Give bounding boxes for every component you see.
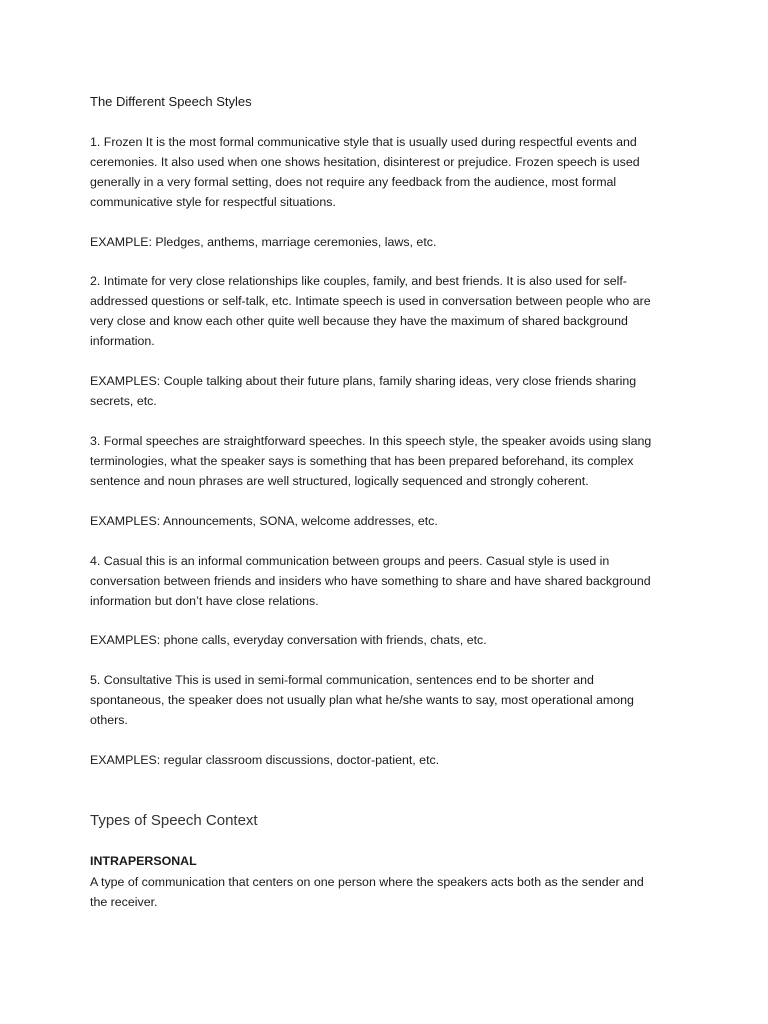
text-line: information but don’t have close relations. xyxy=(90,594,319,608)
text-line: very close and know each other quite well because they have the maximum of shared background xyxy=(90,314,628,328)
text-line: EXAMPLE: Pledges, anthems, marriage ceremonies, laws, etc. xyxy=(90,235,437,249)
text-line: EXAMPLES: Announcements, SONA, welcome addresses, etc. xyxy=(90,514,438,528)
text-line: 3. Formal speeches are straightforward speeches. In this speech style, the speaker avoids using slang xyxy=(90,434,652,448)
text-line: conversation between friends and insiders who have something to share and have shared background xyxy=(90,574,651,588)
text-line: 1. Frozen It is the most formal communicative style that is usually used during respectful events and xyxy=(90,135,637,149)
paragraph-frozen-example xyxy=(90,232,690,252)
text-line: EXAMPLES: regular classroom discussions, doctor-patient, etc. xyxy=(90,753,440,767)
text-line: A type of communication that centers on one person where the speakers acts both as the sender and xyxy=(90,875,644,889)
paragraph-intimate-examples xyxy=(90,371,690,411)
paragraph-intimate xyxy=(90,271,690,351)
paragraph-consultative xyxy=(90,670,690,730)
text-line: 5. Consultative This is used in semi-formal communication, sentences end to be shorter and xyxy=(90,673,594,687)
paragraph-formal-examples xyxy=(90,511,690,531)
text-line: EXAMPLES: Couple talking about their future plans, family sharing ideas, very close friends sharing xyxy=(90,374,637,388)
section-heading: Types of Speech Context xyxy=(90,812,258,829)
document-title: The Different Speech Styles xyxy=(90,94,252,109)
paragraph-frozen xyxy=(90,132,690,212)
paragraph-consultative-examples xyxy=(90,750,690,770)
text-line: generally in a very formal setting, does not require any feedback from the audience, most formal xyxy=(90,175,617,189)
paragraph-casual xyxy=(90,551,690,611)
text-line: the receiver. xyxy=(90,895,158,909)
subsection-heading: INTRAPERSONAL xyxy=(90,854,197,868)
text-line: ceremonies. It also used when one shows hesitation, disinterest or prejudice. Frozen speech is used xyxy=(90,155,640,169)
text-line: EXAMPLES: phone calls, everyday conversation with friends, chats, etc. xyxy=(90,633,487,647)
text-line: information. xyxy=(90,334,155,348)
text-line: 2. Intimate for very close relationships like couples, family, and best friends. It is also used for self- xyxy=(90,274,627,288)
paragraph-intrapersonal xyxy=(90,872,690,912)
paragraph-formal xyxy=(90,431,690,491)
text-line: addressed questions or self-talk, etc. Intimate speech is used in conversation between people who are xyxy=(90,294,651,308)
text-line: 4. Casual this is an informal communication between groups and peers. Casual style is used in xyxy=(90,554,610,568)
text-line: spontaneous, the speaker does not usually plan what he/she wants to say, most operational among xyxy=(90,693,634,707)
text-line: others. xyxy=(90,713,128,727)
text-line: communicative style for respectful situations. xyxy=(90,195,336,209)
paragraph-casual-examples xyxy=(90,630,690,650)
text-line: sentence and noun phrases are well structured, logically sequenced and strongly coherent. xyxy=(90,474,589,488)
text-line: terminologies, what the speaker says is something that has been prepared beforehand, its complex xyxy=(90,454,634,468)
text-line: secrets, etc. xyxy=(90,394,157,408)
